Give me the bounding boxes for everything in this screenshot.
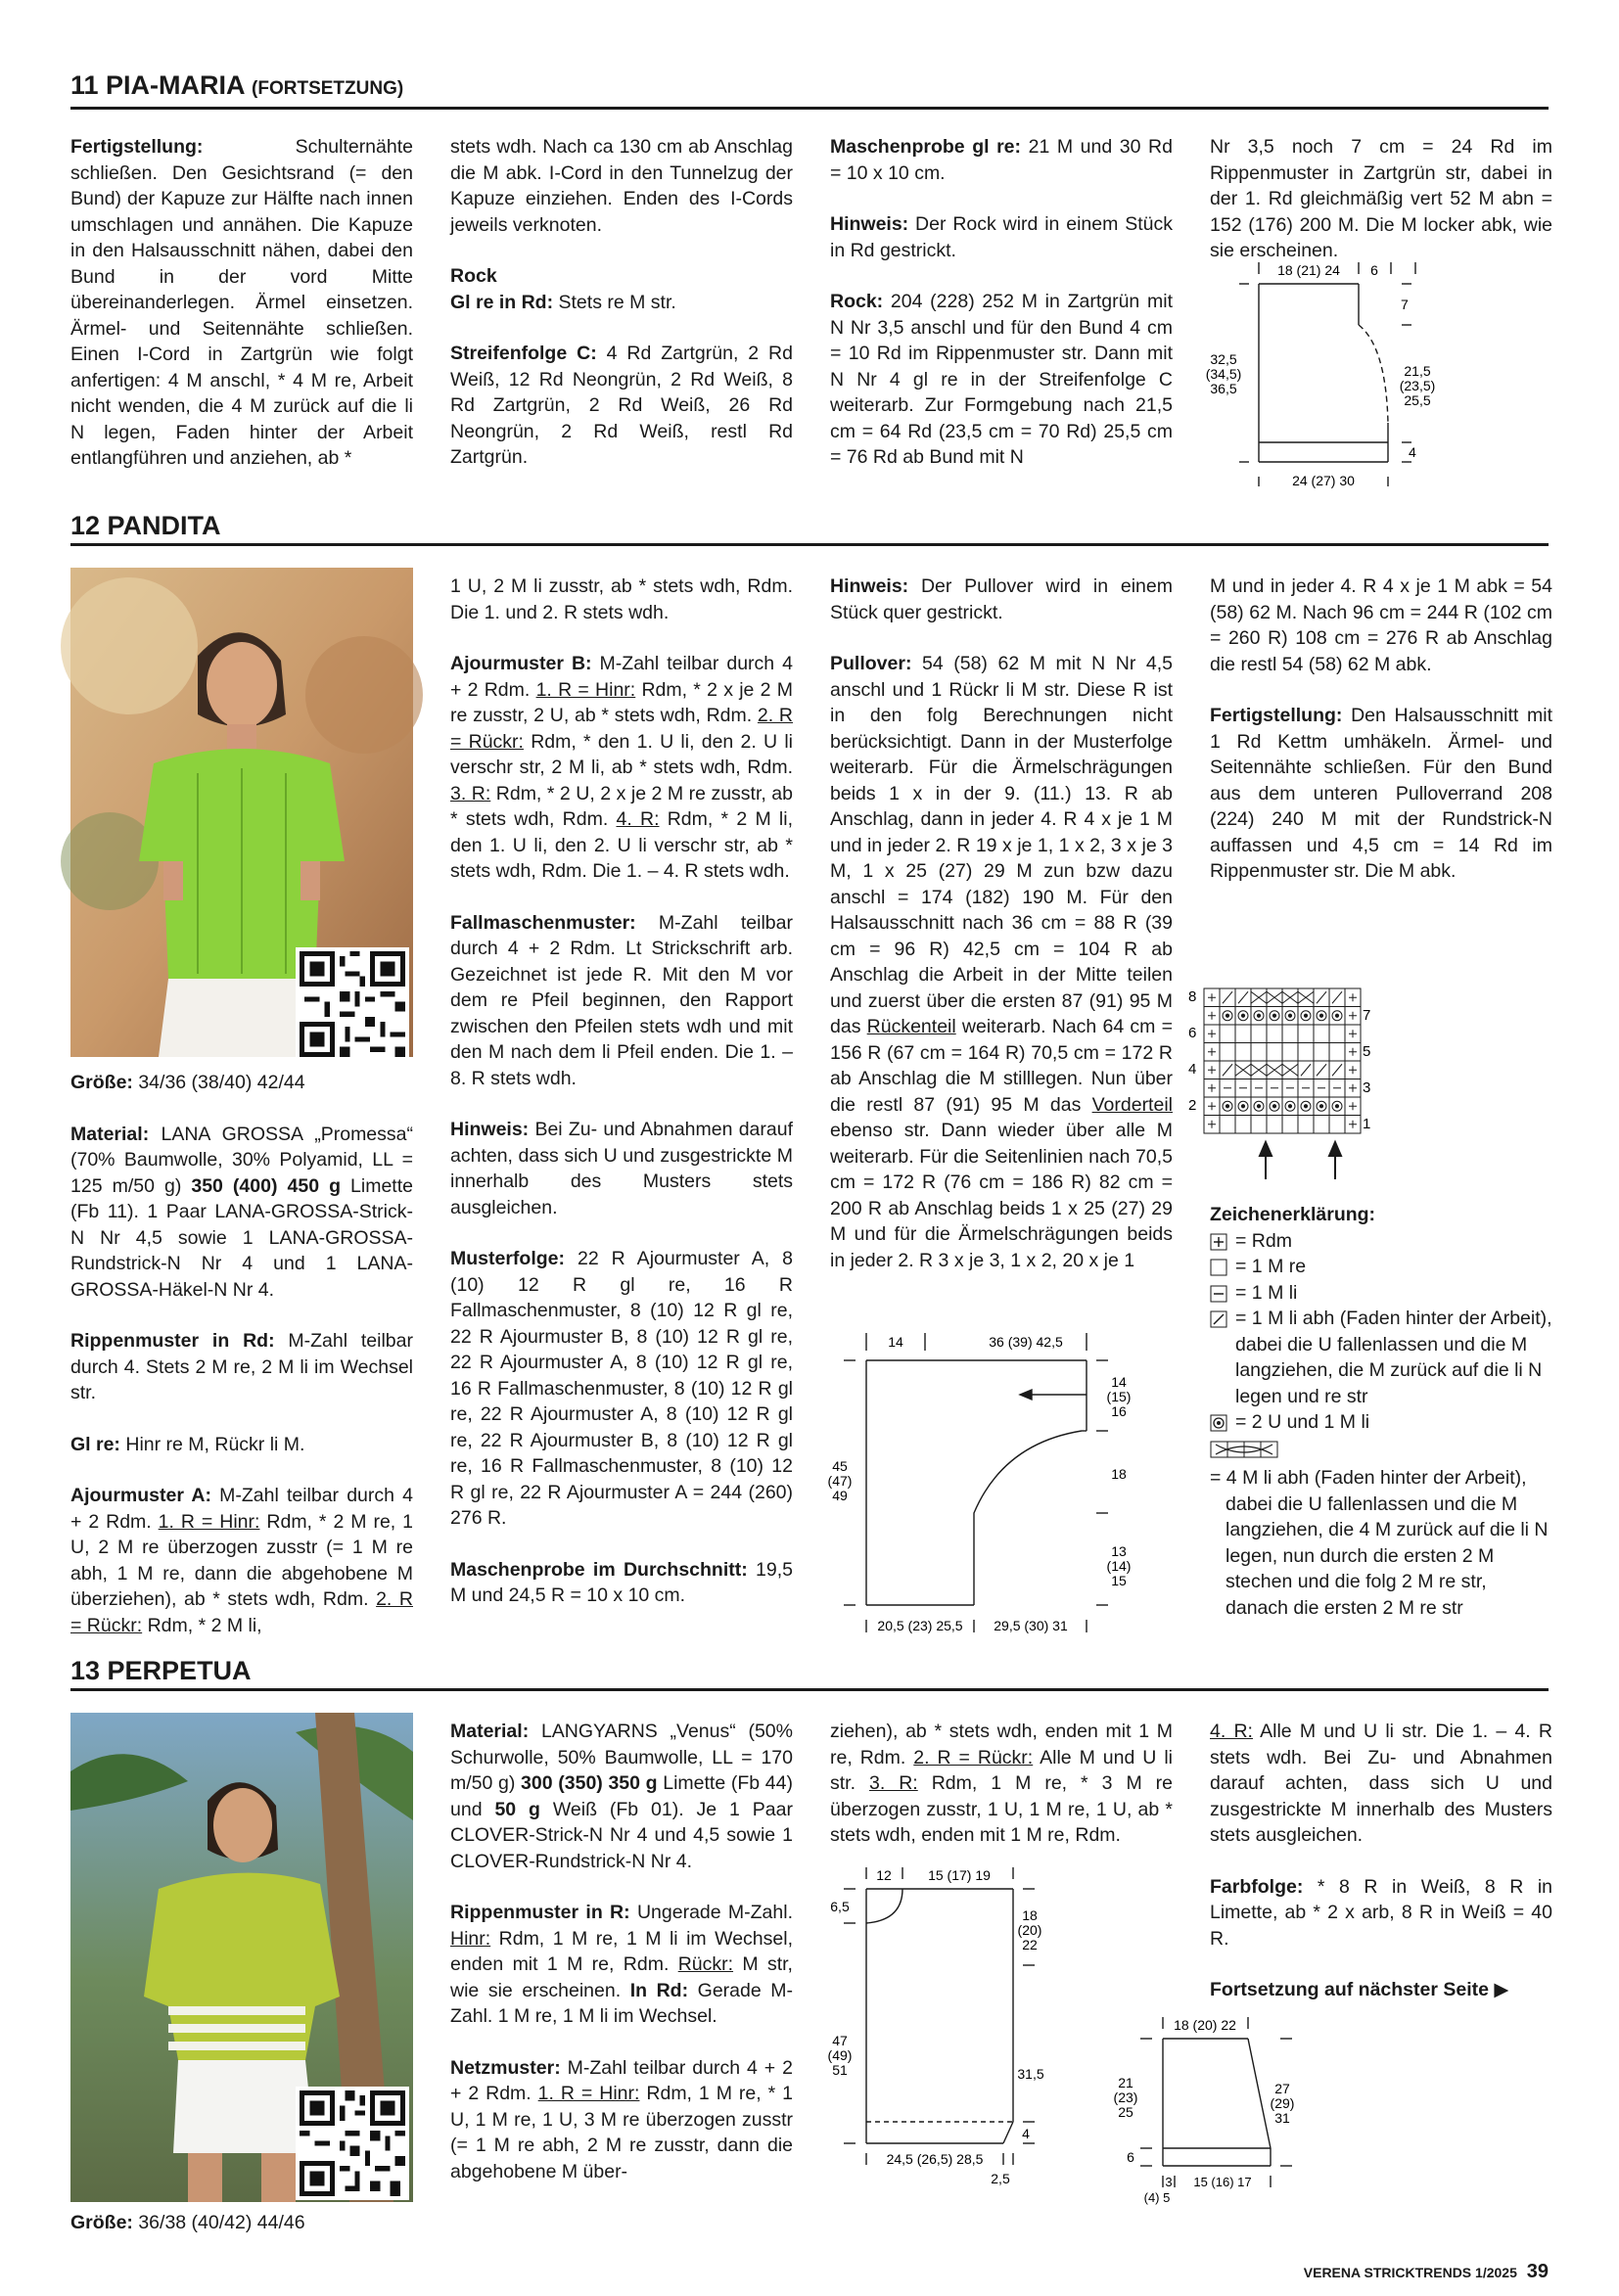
s13-column-2: Material: LANGYARNS „Venus“ (50% Schurwolle, 50% Baumwolle, LL = 170 m/50 g) 300 (350) 350 g Limette (Fb 44) und 50 g Weiß (Fb 01). Je 1 Paar CLOVER-Strick-N Nr 4 und 4,5 sowie 1 CLOVER-Rundstrick-N Nr 4. Rippenmuster in R: Ungerade M-Zahl. Hinr: Rdm, 1 M re, 1 M li im Wechsel, enden mit 1 M re, Rdm. Rückr: M str, wie sie erscheinen. In Rd: Gerade M-Zahl. 1 M re, 1 M li im Wechsel. Netzmuster: M-Zahl teilbar durch 4 + 2 + 2 Rdm. 1. R = Hinr: Rdm, 1 M re, * 1 U, 1 M re, 1 U, 3 M re überzogen zusstr (= 1 M re abh, 2 M re zusstr, dann die abgehobene M über- — [450, 1721, 793, 2182]
legend-item-drop-stitch: = 1 M li abh (Faden hinter der Arbeit), dabei die U fallenlassen und die M langziehen, die M zurück auf die li N legen und re str — [1210, 1306, 1552, 1409]
chart-row-6: 6 — [1188, 1025, 1197, 1041]
s11-column-1: Fertigstellung: Schulternähte schließen. Den Gesichtsrand (= den Bund) der Kapuze zur Hälfte nach innen umschlagen und annähen. Die Kapuze in den Halsausschnitt nähen, dabei den Bund in der vord Mitte übereinanderlegen. Ärmel einsetzen. Ärmel- und Seitennähte schließen. Einen I-Cord in Zartgrün wie folgt anfertigen: 4 M anschl, * 4 M re, Arbeit nicht wenden, die 4 M zurück auf die li N legen, Faden hinter der Arbeit entlangführen und anziehen, ab * — [70, 136, 413, 469]
body-dim-bottom2: 2,5 — [991, 2171, 1010, 2186]
sleeve-dim-right-c: 31 — [1274, 2110, 1290, 2126]
chart-symbol-yarn-over — [1319, 1014, 1322, 1017]
pullover-dim-right3-b: (14) — [1106, 1558, 1132, 1574]
chart-symbol-yarn-over — [1319, 1105, 1322, 1108]
pullover-dim-right1-b: (15) — [1106, 1389, 1132, 1404]
pullover-dim-right2: 18 — [1111, 1466, 1127, 1482]
chart-symbol-yarn-over — [1241, 1105, 1244, 1108]
pullover-dim-bottom-left: 20,5 (23) 25,5 — [877, 1618, 963, 1633]
neckline-arrow — [1020, 1390, 1032, 1400]
purl-stitch-icon — [1210, 1285, 1227, 1303]
chart-symbol-yarn-over — [1288, 1105, 1291, 1108]
chart-symbol-yarn-over — [1257, 1105, 1260, 1108]
chart-symbol-yarn-over — [1257, 1014, 1260, 1017]
chart-symbol-slip — [1317, 991, 1326, 1003]
sleeve-schematic-perpetua — [1087, 2011, 1302, 2207]
double-yarn-over-icon — [1210, 1414, 1227, 1432]
s11-column-3: Maschenprobe gl re: 21 M und 30 Rd = 10 x 10 cm. Hinweis: Der Rock wird in einem Stück in Rd gestrickt. Rock: 204 (228) 252 M in Zartgrün mit N Nr 3,5 anschl und für den Bund 4 cm = 10 Rd im Rippenmuster str. Dann mit N Nr 4 gl re in der Streifenfolge C weiterarb. Zur Formgebung nach 21,5 cm = 64 Rd (23,5 cm = 70 Rd) 25,5 cm = 76 Rd ab Bund mit N — [830, 136, 1173, 468]
chart-symbol-yarn-over — [1226, 1014, 1228, 1017]
knitting-chart — [1186, 984, 1402, 1189]
body-dim-right2: 31,5 — [1017, 2066, 1044, 2082]
page-footer — [1304, 2261, 1549, 2283]
edge-stitch-icon — [1210, 1233, 1227, 1251]
s13-size: Größe: 36/38 (40/42) 44/46 — [70, 2212, 305, 2233]
body-dim-top-right: 15 (17) 19 — [928, 1867, 991, 1883]
s12-column-1: Größe: 34/36 (38/40) 42/44 Material: LANA GROSSA „Promessa“ (70% Baumwolle, 30% Polyamid, LL = 125 m/50 g) 350 (400) 450 g Limette (Fb 11). 1 Paar LANA-GROSSA-Strick-N Nr 4,5 sowie 1 LANA-GROSSA-Rundstrick-N Nr 4 und 1 LANA-GROSSA-Häkel-N Nr 4. Rippenmuster in Rd: M-Zahl teilbar durch 4. Stets 2 M re, 2 M li im Wechsel str. Gl re: Hinr re M, Rückr li M. Ajourmuster A: M-Zahl teilbar durch 4 + 2 Rdm. 1. R = Hinr: Rdm, * 2 M re, 1 U, 2 M re überzogen zusstr (= 1 M re abh, 1 M re, dann die abgehobene M überziehen), ab * stets wdh, Rdm. 2. R = Rückr: Rdm, * 2 M li, — [70, 1072, 413, 1636]
pullover-dim-bottom-right: 29,5 (30) 31 — [994, 1618, 1068, 1633]
sleeve-dim-right-a: 27 — [1274, 2081, 1290, 2096]
pullover-dim-right1-c: 16 — [1111, 1403, 1127, 1419]
qr-code-perpetua[interactable] — [296, 2087, 409, 2200]
pullover-dim-top-right: 36 (39) 42,5 — [989, 1334, 1063, 1350]
chart-row-5: 5 — [1363, 1043, 1371, 1060]
body-dim-right1-c: 22 — [1022, 1937, 1038, 1952]
s11-column-4: Nr 3,5 noch 7 cm = 24 Rd im Rippenmuster in Zartgrün str, dabei in der 1. Rd gleichmäßig vert 52 M abn = 152 (176) 200 M. Die M locker abk, wie sie erscheinen. — [1210, 136, 1552, 261]
body-dim-right3: 4 — [1022, 2126, 1030, 2141]
pullover-dim-right3-a: 13 — [1111, 1543, 1127, 1559]
chart-symbol-yarn-over — [1272, 1105, 1275, 1108]
legend-title: Zeichenerklärung: — [1210, 1204, 1376, 1225]
chart-symbol-yarn-over — [1272, 1014, 1275, 1017]
chart-symbol-yarn-over — [1241, 1014, 1244, 1017]
body-dim-left-b: (49) — [827, 2047, 853, 2063]
chart-symbol-yarn-over — [1335, 1014, 1338, 1017]
section-title-12: 12 PANDITA — [70, 511, 1549, 546]
sleeve-dim-top: 18 (20) 22 — [1174, 2017, 1236, 2033]
section-title-13: 13 PERPETUA — [70, 1656, 1549, 1691]
skirt-dim-bottom-right: 4 — [1409, 444, 1416, 460]
qr-code-pandita[interactable] — [296, 947, 409, 1061]
skirt-dim-right-1: 21,5 — [1404, 363, 1431, 379]
sleeve-dim-bottom-a: 3 — [1165, 2175, 1173, 2189]
sleeve-dim-right-b: (29) — [1270, 2095, 1295, 2111]
pullover-dim-left-a: 45 — [832, 1458, 848, 1474]
sleeve-dim-left-c: 25 — [1118, 2104, 1133, 2120]
skirt-dim-right-top: 7 — [1401, 297, 1409, 312]
s12-column-4: M und in jeder 4. R 4 x je 1 M abk = 54 (58) 62 M. Nach 96 cm = 244 R (102 cm = 260 R) 108 cm = 276 R ab Anschlag die restl 54 (58) 62 M abk. Fertigstellung: Den Halsausschnitt mit 1 Rd Kettm umhäkeln. Ärmel- und Seitennähte schließen. Für den Bund aus dem unteren Pulloverrand 208 (224) 240 M mit der Rundstrick-N auffassen und 4,5 cm = 14 Rd im Rippenmuster str. Die M abk. — [1210, 575, 1552, 882]
legend-item-rdm: = Rdm — [1210, 1228, 1552, 1255]
sleeve-dim-left-b: (23) — [1113, 2089, 1138, 2105]
chart-symbol-slip — [1332, 1064, 1342, 1076]
pullover-dim-right1-a: 14 — [1111, 1374, 1127, 1390]
s11-column-2: stets wdh. Nach ca 130 cm ab Anschlag die M abk. I-Cord in den Tunnelzug der Kapuze einziehen. Enden des I-Cords jeweils verknoten. Rock Gl re in Rd: Stets re M str. Streifenfolge C: 4 Rd Zartgrün, 2 Rd Weiß, 12 Rd Neongrün, 2 Rd Weiß, 8 Rd Zartgrün, 2 Rd Weiß, 26 Rd Neongrün, 2 Rd Weiß, restl Rd Zartgrün. — [450, 136, 793, 468]
body-dim-left-a: 47 — [832, 2033, 848, 2048]
chart-symbol-yarn-over — [1304, 1014, 1307, 1017]
pullover-dim-top-left: 14 — [888, 1334, 903, 1350]
body-dim-left-c: 51 — [832, 2062, 848, 2078]
skirt-dim-top: 18 (21) 24 — [1277, 262, 1340, 278]
chart-row-1: 1 — [1363, 1116, 1371, 1132]
section-title-11: 11 PIA-MARIA (FORTSETZUNG) — [70, 70, 1549, 110]
cross-cable-icon — [1210, 1441, 1278, 1458]
continue-next-page: Fortsetzung auf nächster Seite ▶ — [1210, 1979, 1509, 2000]
pullover-schematic — [822, 1321, 1184, 1644]
chart-symbol-yarn-over — [1335, 1105, 1338, 1108]
knit-stitch-icon — [1210, 1259, 1227, 1276]
skirt-dim-left-2: (34,5) — [1205, 366, 1242, 382]
legend-item-yarn-over: = 2 U und 1 M li — [1210, 1409, 1552, 1436]
body-dim-left-top: 6,5 — [830, 1899, 850, 1914]
page-number: 39 — [1526, 2261, 1549, 2282]
pullover-dim-left-c: 49 — [832, 1488, 848, 1503]
chart-symbol-yarn-over — [1304, 1105, 1307, 1108]
chart-symbol-slip — [1317, 1064, 1326, 1076]
chart-row-7: 7 — [1363, 1007, 1371, 1024]
sleeve-dim-bottom-c: 15 (16) 17 — [1193, 2175, 1252, 2189]
legend-item-cross-4: = 4 M li abh (Faden hinter der Arbeit), dabei die U fallenlassen und die M langziehen, die 4 M zurück auf die li N legen, nun durch die ersten 2 M stechen und die folg 2 M re str, danach die ersten 2 M re str — [1210, 1467, 1549, 1619]
legend-item-re: = 1 M re — [1210, 1254, 1552, 1280]
s13-column-3: ziehen), ab * stets wdh, enden mit 1 M re, Rdm. 2. R = Rückr: Alle M und U li str. 3. R: Rdm, 1 M re, * 3 M re überzogen zusstr, 1 U, 1 M re, 1 U, ab * stets wdh, enden mit 1 M re, Rdm. — [830, 1721, 1174, 1846]
legend-item-li: = 1 M li — [1210, 1280, 1552, 1307]
skirt-dim-bottom: 24 (27) 30 — [1292, 473, 1355, 488]
body-dim-bottom: 24,5 (26,5) 28,5 — [886, 2151, 984, 2167]
chart-row-3: 3 — [1363, 1079, 1371, 1096]
skirt-dim-top-right: 6 — [1370, 262, 1378, 278]
sleeve-dim-left2: 6 — [1127, 2149, 1134, 2165]
s12-column-3: Hinweis: Der Pullover wird in einem Stück quer gestrickt. Pullover: 54 (58) 62 M mit N Nr 4,5 anschl und 1 Rückr li M str. Diese R ist in den folg Berechnungen nicht berücksichtigt. Dann in der Musterfolge weiterarb. Für die Ärmelschrägungen beids 1 x in der 9. (11.) 13. R ab Anschlag, dann in jeder 4. R 4 x je 1 M und in jeder 2. R 19 x je 1, 1 x 2, 3 x je 3 M, 1 x 25 (27) 29 M zun bzw dazu anschl = 174 (182) 190 M. Für den Halsausschnitt nach 36 cm = 88 R (39 cm = 96 R) 42,5 cm = 104 R ab Anschlag die Arbeit in der Mitte teilen und zuerst über die ersten 87 (91) 95 M das Rückenteil weiterarb. Nach 64 cm = 156 R (67 cm = 164 R) 70,5 cm = 172 R ab Anschlag die M stilllegen. Nun über die restl 87 (91) 95 M das Vorderteil ebenso str. Dann wieder über alle M weiterarb. Für die Seitenlinien nach 70,5 cm = 172 R (76 cm = 186 R) 82 cm = 200 R ab Anschlag beids 1 x 25 (27) 29 M und für die Ärmelschrägungen beids in jeder 2. R 3 x je 3, 1 x 2, 20 x je 1 — [830, 575, 1173, 1271]
legend-item-cross-4-wrap — [1210, 1440, 1552, 1466]
body-dim-right1-a: 18 — [1022, 1907, 1038, 1923]
chart-symbol-slip — [1223, 991, 1232, 1003]
chart-legend — [1210, 1202, 1552, 1621]
sleeve-dim-left-a: 21 — [1118, 2075, 1133, 2090]
pullover-dim-right3-c: 15 — [1111, 1573, 1127, 1588]
repeat-arrow-right — [1329, 1142, 1341, 1156]
skirt-dim-left-1: 32,5 — [1210, 351, 1237, 367]
s13-column-4: 4. R: Alle M und U li str. Die 1. – 4. R stets wdh. Bei Zu- und Abnahmen darauf achten, dass sich U und zusgestrickte M innerhalb des Musters stets ausgleichen. Farbfolge: * 8 R in Weiß, 8 R in Limette, ab * 2 x arb, 8 R in Weiß = 40 R. Fortsetzung auf nächster Seite ▶ — [1210, 1719, 1552, 2003]
chart-symbol-slip — [1223, 1064, 1232, 1076]
body-dim-right1-b: (20) — [1017, 1922, 1042, 1938]
s12-column-2: 1 U, 2 M li zusstr, ab * stets wdh, Rdm. Die 1. und 2. R stets wdh. Ajourmuster B: M-Zahl teilbar durch 4 + 2 Rdm. 1. R = Hinr: Rdm, * 2 x je 2 M re zusstr, 2 U, ab * stets wdh, Rdm. 2. R = Rückr: Rdm, * den 1. U li, den 2. U li verschr str, 2 M li, ab * stets wdh, Rdm. 3. R: Rdm, * 2 U, 2 x je 2 M re zusstr, ab * stets wdh, Rdm. 4. R: Rdm, * 2 M li, den 1. U li, den 2. U li verschr str, ab * stets wdh, Rdm. Die 1. – 4. R stets wdh. Fallmaschenmuster: M-Zahl teilbar durch 4 + 2 Rdm. Lt Strickschrift arb. Gezeichnet ist jede R. Mit den M vor dem re Pfeil beginnen, den Rapport zwischen den Pfeilen stets wdh und mit den M nach dem li Pfeil enden. Die 1. – 8. R stets wdh. Hinweis: Bei Zu- und Abnahmen darauf achten, dass sich U und zusgestrickte M innerhalb des Musters stets ausgleichen. Musterfolge: 22 R Ajourmuster A, 8 (10) 12 R gl re, 16 R Fallmaschenmuster, 8 (10) 12 R gl re, 22 R Ajourmuster B, 8 (10) 12 R gl re, 22 R Ajourmuster A, 8 (10) 12 R gl re, 16 R Fallmaschenmuster, 8 (10) 12 R gl re, 22 R Ajourmuster A, 8 (10) 12 R gl re, 22 R Ajourmuster B, 8 (10) 12 R gl re, 16 R Fallmaschenmuster, 8 (10) 12 R gl re, 22 R Ajourmuster A = 244 (260) 276 R. Maschenprobe im Durchschnitt: 19,5 M und 24,5 R = 10 x 10 cm. — [450, 575, 794, 1606]
magazine-name: VERENA STRICKTRENDS 1/2025 — [1303, 2265, 1517, 2280]
chart-row-8: 8 — [1188, 988, 1197, 1005]
chart-symbol-slip — [1332, 991, 1342, 1003]
chart-symbol-yarn-over — [1288, 1014, 1291, 1017]
chart-symbol-slip — [1301, 1064, 1311, 1076]
pullover-dim-left-b: (47) — [827, 1473, 853, 1489]
body-dim-top-left: 12 — [876, 1867, 892, 1883]
sleeve-dim-bottom-b: (4) 5 — [1143, 2190, 1171, 2205]
chart-symbol-yarn-over — [1226, 1105, 1228, 1108]
skirt-dim-left-3: 36,5 — [1210, 381, 1237, 396]
skirt-schematic — [1205, 256, 1455, 499]
body-schematic-perpetua — [822, 1860, 1067, 2192]
chart-symbol-slip — [1238, 991, 1248, 1003]
chart-row-2: 2 — [1188, 1097, 1197, 1114]
repeat-arrow-left — [1260, 1142, 1272, 1156]
skirt-dim-right-2: (23,5) — [1399, 378, 1436, 393]
skirt-dim-right-3: 25,5 — [1404, 392, 1431, 408]
slip-stitch-icon — [1210, 1310, 1227, 1328]
chart-row-4: 4 — [1188, 1061, 1197, 1078]
